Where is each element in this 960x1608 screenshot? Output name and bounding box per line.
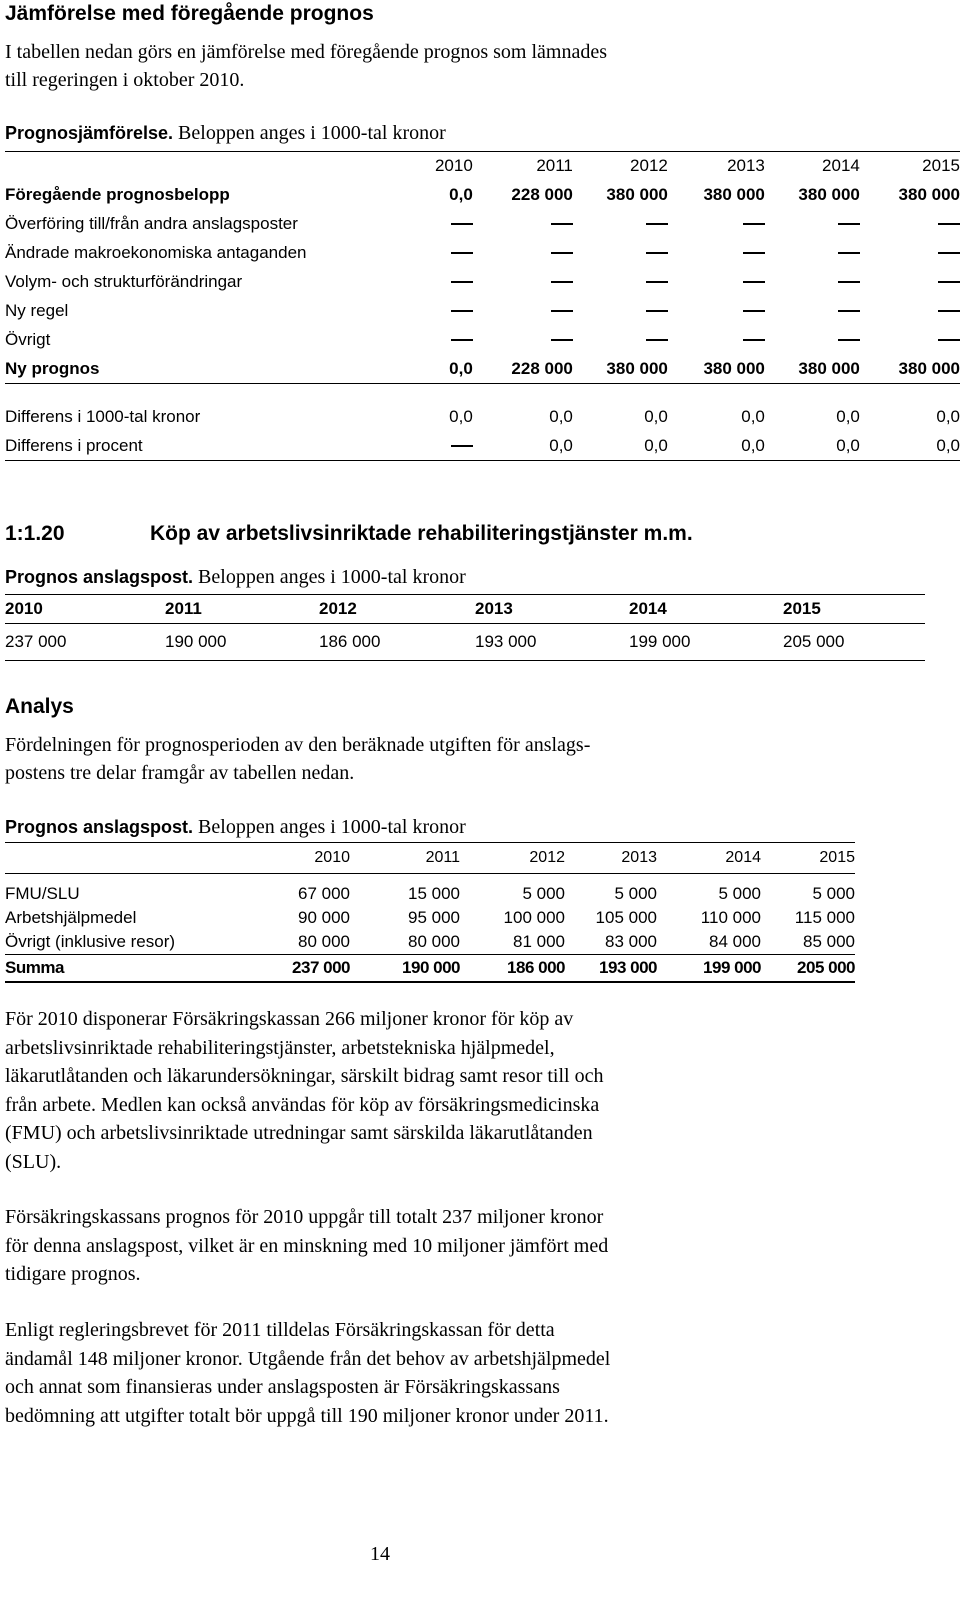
row-label: Övrigt (5, 329, 51, 349)
dash-mark (743, 252, 765, 254)
year-header: 2013 (475, 595, 629, 624)
comparison-table (5, 151, 960, 383)
cell-value: 380 000 (798, 358, 860, 378)
cell-value: 0,0 (836, 435, 860, 455)
row-label: Överföring till/från andra anslagsposter (5, 213, 298, 233)
cell-value: 380 000 (798, 184, 860, 204)
cell-value: 193 000 (565, 955, 657, 983)
cell-value: 81 000 (513, 932, 565, 951)
year-header: 2010 (5, 595, 165, 624)
year-header: 2015 (783, 595, 925, 624)
dash-mark (743, 223, 765, 225)
cell-value: 0,0 (741, 435, 765, 455)
analysis-heading: Analys (5, 695, 74, 718)
year-header: 2012 (460, 843, 565, 874)
cell-value: 105 000 (595, 908, 657, 927)
row-label: Arbetshjälpmedel (5, 908, 137, 927)
row-label: Volym- och strukturförändringar (5, 271, 243, 291)
dash-mark (838, 339, 860, 341)
text-line: Fördelningen för prognosperioden av den beräknade utgiften för anslags- (5, 734, 591, 756)
table-rule (5, 460, 960, 461)
cell-value: 0,0 (549, 406, 573, 426)
cell-value: 186 000 (319, 624, 475, 661)
year-header: 2015 (922, 155, 960, 175)
table-row (5, 354, 960, 383)
row-label: Övrigt (inklusive resor) (5, 932, 176, 951)
cell-value: 186 000 (460, 955, 565, 983)
cell-value: 0,0 (741, 406, 765, 426)
dash-mark (451, 281, 473, 283)
dash-mark (451, 252, 473, 254)
cell-value: 0,0 (449, 358, 473, 378)
table-caption (5, 566, 466, 589)
text-line: från arbete. Medlen kan också användas för köp av försäkringsmedicinska (5, 1093, 600, 1116)
dash-mark (551, 281, 573, 283)
table-row (5, 930, 855, 955)
dash-mark (451, 310, 473, 312)
dash-mark (743, 281, 765, 283)
cell-value: 5 000 (812, 884, 855, 903)
cell-value: 0,0 (449, 406, 473, 426)
year-header: 2014 (629, 595, 783, 624)
dash-mark (551, 339, 573, 341)
table-rule (5, 383, 960, 384)
year-header: 2014 (822, 155, 860, 175)
cell-value: 67 000 (298, 884, 350, 903)
cell-value: 380 000 (898, 358, 960, 378)
row-label: Föregående prognosbelopp (5, 184, 230, 204)
cell-value: 237 000 (5, 624, 165, 661)
table-caption (5, 122, 446, 145)
cell-value: 228 000 (511, 184, 573, 204)
table-header-row (5, 151, 960, 180)
dash-mark (551, 310, 573, 312)
text-line: (FMU) och arbetslivsinriktade utredningar samt särskilda läkarutlåtanden (5, 1122, 593, 1144)
section-heading-comparison: Jämförelse med föregående prognos (5, 2, 374, 25)
table-row (5, 431, 960, 460)
body-paragraph (5, 1316, 785, 1430)
text-line: Försäkringskassans prognos för 2010 uppgår till totalt 237 miljoner kronor (5, 1206, 604, 1228)
table-header-row (5, 595, 925, 624)
text-line: Enligt regleringsbrevet för 2011 tilldelas Försäkringskassan för detta (5, 1319, 555, 1341)
table-row (5, 180, 960, 209)
table-header-row (5, 843, 855, 874)
text-line: och annat som finansieras under anslagsposten är Försäkringskassans (5, 1376, 560, 1398)
cell-value: 84 000 (709, 932, 761, 951)
row-label: Ändrade makroekonomiska antaganden (5, 242, 307, 262)
table-caption (5, 816, 466, 839)
year-header: 2012 (630, 155, 668, 175)
summary-row (5, 955, 855, 983)
cell-value: 380 000 (703, 184, 765, 204)
cell-value: 193 000 (475, 624, 629, 661)
dash-mark (938, 223, 960, 225)
dash-mark (838, 252, 860, 254)
text-line: tidigare prognos. (5, 1263, 141, 1285)
cell-value: 380 000 (606, 184, 668, 204)
cell-value: 0,0 (449, 184, 473, 204)
dash-mark (646, 310, 668, 312)
cell-value: 95 000 (408, 908, 460, 927)
cell-value: 5 000 (718, 884, 761, 903)
year-header: 2011 (536, 155, 573, 175)
caption-text: Beloppen anges i 1000-tal kronor (193, 566, 466, 588)
dash-mark (938, 281, 960, 283)
cell-value: 0,0 (644, 406, 668, 426)
cell-value: 190 000 (350, 955, 460, 983)
cell-value: 15 000 (408, 884, 460, 903)
dash-mark (938, 252, 960, 254)
cell-value: 380 000 (703, 358, 765, 378)
dash-mark (551, 223, 573, 225)
page-number: 14 (370, 1543, 390, 1565)
cell-value: 205 000 (783, 624, 925, 661)
row-label: Differens i procent (5, 435, 143, 455)
dash-mark (838, 281, 860, 283)
cell-value: 190 000 (165, 624, 319, 661)
cell-value: 205 000 (761, 955, 855, 983)
forecast-table (5, 594, 925, 661)
table-row (5, 267, 960, 296)
caption-bold: Prognosjämförelse. (5, 123, 174, 143)
cell-value: 199 000 (629, 624, 783, 661)
difference-table (5, 402, 960, 460)
intro-line: I tabellen nedan görs en jämförelse med föregående prognos som lämnades (5, 41, 608, 63)
cell-value: 5 000 (522, 884, 565, 903)
analysis-paragraph (5, 731, 785, 787)
cell-value: 380 000 (606, 358, 668, 378)
dash-mark (451, 339, 473, 341)
row-label: Ny prognos (5, 358, 100, 378)
caption-text: Beloppen anges i 1000-tal kronor (193, 816, 466, 838)
table-row (5, 296, 960, 325)
table-row (5, 402, 960, 431)
text-line: för denna anslagspost, vilket är en minskning med 10 miljoner jämfört med (5, 1234, 609, 1257)
section-number: 1:1.20 (5, 522, 65, 545)
dash-mark (938, 339, 960, 341)
dash-mark (551, 252, 573, 254)
caption-bold: Prognos anslagspost. (5, 567, 194, 587)
dash-mark (646, 339, 668, 341)
text-line: För 2010 disponerar Försäkringskassan 266 miljoner kronor för köp av (5, 1008, 574, 1030)
table-row (5, 209, 960, 238)
dash-mark (646, 223, 668, 225)
table-row (5, 325, 960, 354)
cell-value: 0,0 (549, 435, 573, 455)
dash-mark (743, 310, 765, 312)
year-header: 2015 (761, 843, 855, 874)
dash-mark (646, 252, 668, 254)
section-title: Köp av arbetslivsinriktade rehabiliteringstjänster m.m. (150, 522, 693, 545)
cell-value: 237 000 (205, 955, 350, 983)
text-line: (SLU). (5, 1150, 62, 1173)
cell-value: 228 000 (511, 358, 573, 378)
dash-mark (451, 445, 473, 447)
text-line: postens tre delar framgår av tabellen nedan. (5, 762, 355, 784)
cell-value: 5 000 (614, 884, 657, 903)
caption-bold: Prognos anslagspost. (5, 817, 194, 837)
cell-value: 115 000 (794, 908, 855, 927)
caption-text: Beloppen anges i 1000-tal kronor (173, 122, 446, 144)
cell-value: 110 000 (700, 908, 761, 927)
cell-value: 0,0 (936, 406, 960, 426)
intro-paragraph (5, 38, 805, 94)
breakdown-table (5, 842, 855, 983)
year-header: 2013 (565, 843, 657, 874)
row-label: FMU/SLU (5, 884, 80, 903)
year-header: 2013 (727, 155, 765, 175)
year-header: 2010 (434, 155, 473, 175)
cell-value: 80 000 (298, 932, 350, 951)
year-header: 2012 (319, 595, 475, 624)
cell-value: 380 000 (898, 184, 960, 204)
table-row (5, 624, 925, 661)
text-line: arbetslivsinriktade rehabiliteringstjänster, arbetstekniska hjälpmedel, (5, 1036, 555, 1059)
cell-value: 199 000 (657, 955, 761, 983)
dash-mark (938, 310, 960, 312)
row-label: Ny regel (5, 300, 69, 320)
cell-value: 80 000 (408, 932, 460, 951)
year-header: 2014 (657, 843, 761, 874)
year-header: 2010 (205, 843, 350, 874)
cell-value: 0,0 (644, 435, 668, 455)
intro-line: till regeringen i oktober 2010. (5, 69, 245, 91)
cell-value: 100 000 (503, 908, 565, 927)
body-paragraph (5, 1005, 785, 1176)
text-line: bedömning att utgifter totalt bör uppgå till 190 miljoner kronor under 2011. (5, 1404, 609, 1427)
cell-value: 0,0 (936, 435, 960, 455)
table-row (5, 906, 855, 930)
dash-mark (743, 339, 765, 341)
year-header: 2011 (165, 595, 319, 624)
table-row (5, 238, 960, 267)
text-line: ändamål 148 miljoner kronor. Utgående från det behov av arbetshjälpmedel (5, 1347, 611, 1370)
cell-value: 90 000 (298, 908, 350, 927)
dash-mark (646, 281, 668, 283)
cell-value: 0,0 (836, 406, 860, 426)
dash-mark (838, 310, 860, 312)
cell-value: 85 000 (803, 932, 855, 951)
table-row (5, 874, 855, 907)
dash-mark (451, 223, 473, 225)
body-paragraph (5, 1203, 785, 1289)
dash-mark (838, 223, 860, 225)
cell-value: 83 000 (605, 932, 657, 951)
row-label: Differens i 1000-tal kronor (5, 406, 201, 426)
row-label: Summa (5, 955, 205, 983)
text-line: läkarutlåtanden och läkarundersökningar, särskilt bidrag samt resor till och (5, 1065, 604, 1087)
year-header: 2011 (350, 843, 460, 874)
